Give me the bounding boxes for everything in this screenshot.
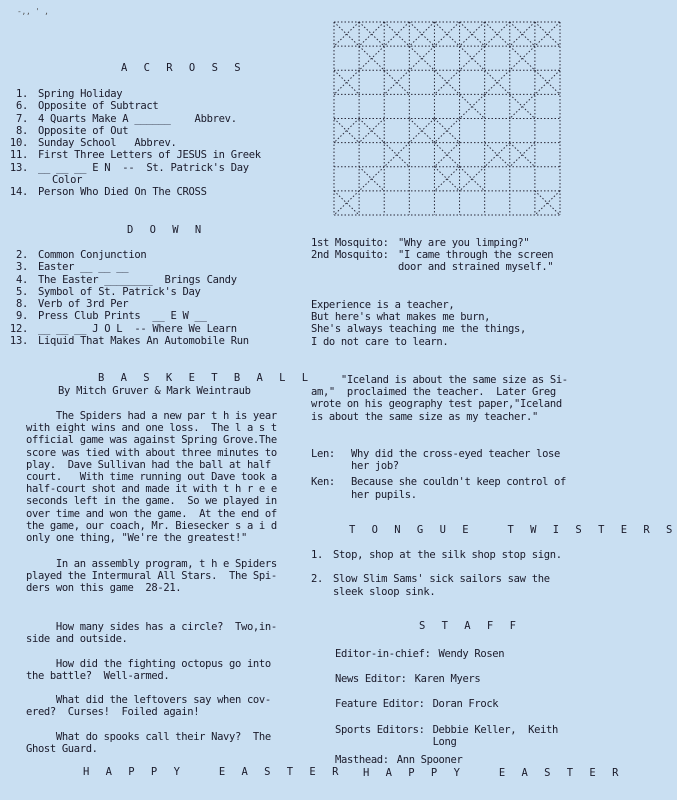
down-item	[0, 335, 249, 347]
blocked-square-mark	[460, 46, 485, 70]
blocked-square-mark	[460, 167, 485, 191]
blocked-square-mark	[535, 70, 560, 94]
down-list	[0, 249, 249, 347]
blocked-square-mark	[334, 22, 359, 46]
tongue-twister-number: 1.	[311, 549, 324, 561]
across-item	[0, 100, 261, 112]
blocked-square-mark	[359, 119, 384, 143]
blocked-square-mark	[460, 94, 485, 118]
speaker: Ken:	[311, 476, 335, 489]
blocked-square-mark	[510, 143, 535, 167]
tongue-twister-item	[311, 549, 562, 561]
staff-name: Ann Spooner	[396, 754, 463, 767]
blocked-square-mark	[434, 119, 459, 143]
blocked-square-mark	[384, 70, 409, 94]
blocked-square-mark	[460, 22, 485, 46]
across-number: 7.	[15, 112, 28, 125]
blocked-square-mark	[359, 167, 384, 191]
staff-member	[335, 698, 558, 710]
across-number: 10.	[9, 137, 28, 150]
blocked-square-mark	[334, 22, 359, 46]
staff-name: Wendy Rosen	[438, 648, 505, 660]
staff-role: News Editor:	[335, 673, 407, 686]
down-number: 5.	[15, 285, 28, 298]
staff-role: Editor-in-chief:	[335, 648, 431, 660]
across-number: 13.	[9, 161, 28, 174]
down-number: 3.	[15, 261, 28, 274]
blocked-square-mark	[434, 22, 459, 46]
blocked-square-mark	[384, 22, 409, 46]
blocked-square-mark	[460, 22, 485, 46]
blocked-square-mark	[359, 119, 384, 143]
blocked-square-mark	[409, 22, 434, 46]
staff-member	[335, 673, 558, 685]
speaker: 1st Mosquito:	[311, 237, 389, 249]
down-number: 4.	[15, 273, 28, 286]
blocked-square-mark	[359, 46, 384, 70]
down-text: Common Conjunction	[38, 249, 147, 261]
blocked-square-mark	[409, 119, 434, 143]
blocked-square-mark	[460, 167, 485, 191]
crossword-grid	[334, 22, 560, 215]
down-heading: D O W N	[127, 224, 207, 236]
across-text: __ __ __ E N -- St. Patrick's Day	[38, 161, 249, 174]
blocked-square-mark	[460, 94, 485, 118]
riddle: How did the fighting octopus go into the battle? Well-armed.	[26, 658, 271, 683]
across-text: 4 Quarts Make A ______ Abbrev.	[38, 112, 237, 125]
across-number	[0, 174, 28, 186]
tongue-twister-number: 2.	[311, 573, 324, 586]
blocked-square-mark	[384, 143, 409, 167]
across-number: 6.	[15, 100, 28, 113]
blocked-square-mark	[485, 143, 510, 167]
down-item	[0, 286, 249, 298]
blocked-square-mark	[434, 143, 459, 167]
speaker: Len:	[311, 448, 335, 460]
tongue-twister-text: Stop, shop at the silk shop stop sign.	[333, 549, 562, 561]
blocked-square-mark	[384, 143, 409, 167]
dialogue-line	[311, 448, 566, 472]
blocked-square-mark	[510, 22, 535, 46]
speaker: 2nd Mosquito:	[311, 249, 389, 262]
basketball-paragraph-2: In an assembly program, t h e Spiders played the Intermural All Stars. The Spi- ders won this game 28-21.	[26, 558, 277, 595]
blocked-square-mark	[535, 191, 560, 215]
across-list	[0, 88, 261, 199]
tongue-twister-item	[311, 573, 562, 598]
down-number: 13.	[9, 335, 28, 348]
across-text: Color	[52, 174, 83, 187]
down-item	[0, 323, 249, 335]
basketball-paragraph-1: The Spiders had a new par t h is year with eight wins and one loss. The l a s t official game was against Spring Grove.The score was tied with about three minutes to play. Dave Sullivan had the ball at half court. With time running out Dave took a half-court shot and made it with t h r e e seconds left in the game. So we played in over time and won the game. At the end of the game, our coach, Mr. Biesecker s a i d only one thing, "We're the greatest!"	[26, 410, 277, 545]
blocked-square-mark	[460, 46, 485, 70]
staff-name: Debbie Keller, Keith Long	[432, 723, 558, 748]
blocked-square-mark	[384, 22, 409, 46]
blocked-square-mark	[409, 22, 434, 46]
blocked-square-mark	[434, 22, 459, 46]
across-text: Opposite of Subtract	[38, 100, 159, 113]
across-number: 11.	[9, 149, 28, 162]
speech: "Why are you limping?"	[398, 237, 530, 249]
blocked-square-mark	[434, 167, 459, 191]
blocked-square-mark	[485, 143, 510, 167]
blocked-square-mark	[510, 46, 535, 70]
blocked-square-mark	[334, 191, 359, 215]
across-text: Sunday School Abbrev.	[38, 137, 177, 150]
speech: "I came through the screen door and strained myself."	[398, 249, 554, 274]
across-item	[0, 137, 261, 149]
blocked-square-mark	[485, 22, 510, 46]
blocked-square-mark	[334, 119, 359, 143]
blocked-square-mark	[434, 143, 459, 167]
staff-name: Karen Myers	[414, 673, 481, 686]
iceland-joke: "Iceland is about the same size as Si- am," proclaimed the teacher. Later Greg wrote on his geography test paper,"Iceland is about the same size as my teacher."	[311, 374, 568, 423]
blocked-square-mark	[535, 22, 560, 46]
down-item	[0, 261, 249, 273]
tongue-twisters-heading: T O N G U E T W I S T E R S	[349, 524, 677, 536]
blocked-square-mark	[485, 22, 510, 46]
speech: Why did the cross-eyed teacher lose her job?	[351, 448, 561, 473]
blocked-square-mark	[535, 191, 560, 215]
blocked-square-mark	[359, 46, 384, 70]
across-text: First Three Letters of JESUS in Greek	[38, 149, 261, 162]
blocked-square-mark	[434, 70, 459, 94]
blocked-square-mark	[510, 94, 535, 118]
speech: Because she couldn't keep control of her pupils.	[351, 476, 566, 501]
down-item	[0, 310, 249, 322]
riddle: What do spooks call their Navy? The Ghost Guard.	[26, 731, 271, 756]
blocked-square-mark	[359, 22, 384, 46]
across-item	[0, 186, 261, 198]
riddle: How many sides has a circle? Two,in- side and outside.	[26, 621, 277, 646]
across-item	[0, 174, 261, 186]
down-text: __ __ __ J O L -- Where We Learn	[38, 322, 237, 335]
staff-list	[335, 648, 558, 779]
blocked-square-mark	[334, 119, 359, 143]
blocked-square-mark	[535, 22, 560, 46]
tongue-twisters-list	[311, 549, 562, 610]
down-number: 12.	[9, 322, 28, 335]
across-heading: A C R O S S	[121, 62, 246, 74]
staff-member	[335, 724, 558, 748]
blocked-square-mark	[434, 167, 459, 191]
across-item	[0, 162, 261, 174]
across-text: Spring Holiday	[38, 88, 123, 100]
staff-role: Feature Editor:	[335, 698, 425, 711]
down-item	[0, 298, 249, 310]
basketball-byline: By Mitch Gruver & Mark Weintraub	[58, 385, 251, 397]
blocked-square-mark	[334, 70, 359, 94]
blocked-square-mark	[434, 119, 459, 143]
down-number: 9.	[15, 310, 28, 323]
blocked-square-mark	[485, 70, 510, 94]
staff-member	[335, 648, 558, 660]
tongue-twister-text: Slow Slim Sams' sick sailors saw the sleek sloop sink.	[333, 573, 550, 598]
across-item	[0, 125, 261, 137]
staff-name: Doran Frock	[432, 698, 499, 711]
blocked-square-mark	[535, 70, 560, 94]
down-text: Press Club Prints __ E W __	[38, 310, 207, 323]
blocked-square-mark	[409, 46, 434, 70]
happy-easter-right: H A P P Y E A S T E R	[363, 767, 624, 779]
across-item	[0, 88, 261, 100]
blocked-square-mark	[510, 22, 535, 46]
blocked-square-mark	[409, 46, 434, 70]
blocked-square-mark	[485, 70, 510, 94]
across-text: Opposite of Out	[38, 124, 129, 137]
across-number: 14.	[9, 186, 28, 199]
across-number: 8.	[15, 124, 28, 137]
down-text: Symbol of St. Patrick's Day	[38, 285, 201, 298]
happy-easter-left: H A P P Y E A S T E R	[83, 766, 344, 778]
down-item	[0, 274, 249, 286]
blocked-square-mark	[334, 191, 359, 215]
len-ken-dialogue	[311, 448, 566, 505]
blocked-square-mark	[409, 119, 434, 143]
across-item	[0, 113, 261, 125]
staff-role: Masthead:	[335, 754, 389, 767]
across-text: Person Who Died On The CROSS	[38, 186, 207, 199]
across-number: 1.	[15, 88, 28, 100]
corner-mark: -,, ' ,	[17, 7, 49, 16]
across-item	[0, 149, 261, 161]
dialogue-line	[311, 237, 553, 249]
blocked-square-mark	[384, 70, 409, 94]
blocked-square-mark	[510, 46, 535, 70]
poem: Experience is a teacher, But here's what makes me burn, She's always teaching me the things, I do not care to learn.	[311, 299, 526, 348]
blocked-square-mark	[334, 70, 359, 94]
staff-heading: S T A F F	[419, 620, 521, 632]
staff-role: Sports Editors:	[335, 723, 425, 736]
blocked-square-mark	[359, 167, 384, 191]
down-text: Liquid That Makes An Automobile Run	[38, 335, 249, 348]
down-text: The Easter ________ Brings Candy	[38, 273, 237, 286]
down-item	[0, 249, 249, 261]
riddle: What did the leftovers say when cov- ered? Curses! Foiled again!	[26, 694, 271, 719]
dialogue-line	[311, 476, 566, 500]
down-text: Easter __ __ __	[38, 261, 129, 274]
blocked-square-mark	[434, 70, 459, 94]
dialogue-line	[311, 249, 553, 273]
blocked-square-mark	[510, 143, 535, 167]
down-text: Verb of 3rd Per	[38, 298, 129, 311]
staff-member	[335, 754, 558, 766]
blocked-square-mark	[359, 22, 384, 46]
blocked-square-mark	[510, 94, 535, 118]
basketball-heading: B A S K E T B A L L	[98, 372, 314, 384]
down-number: 8.	[15, 298, 28, 311]
down-number: 2.	[15, 249, 28, 261]
mosquito-dialogue	[311, 237, 553, 274]
